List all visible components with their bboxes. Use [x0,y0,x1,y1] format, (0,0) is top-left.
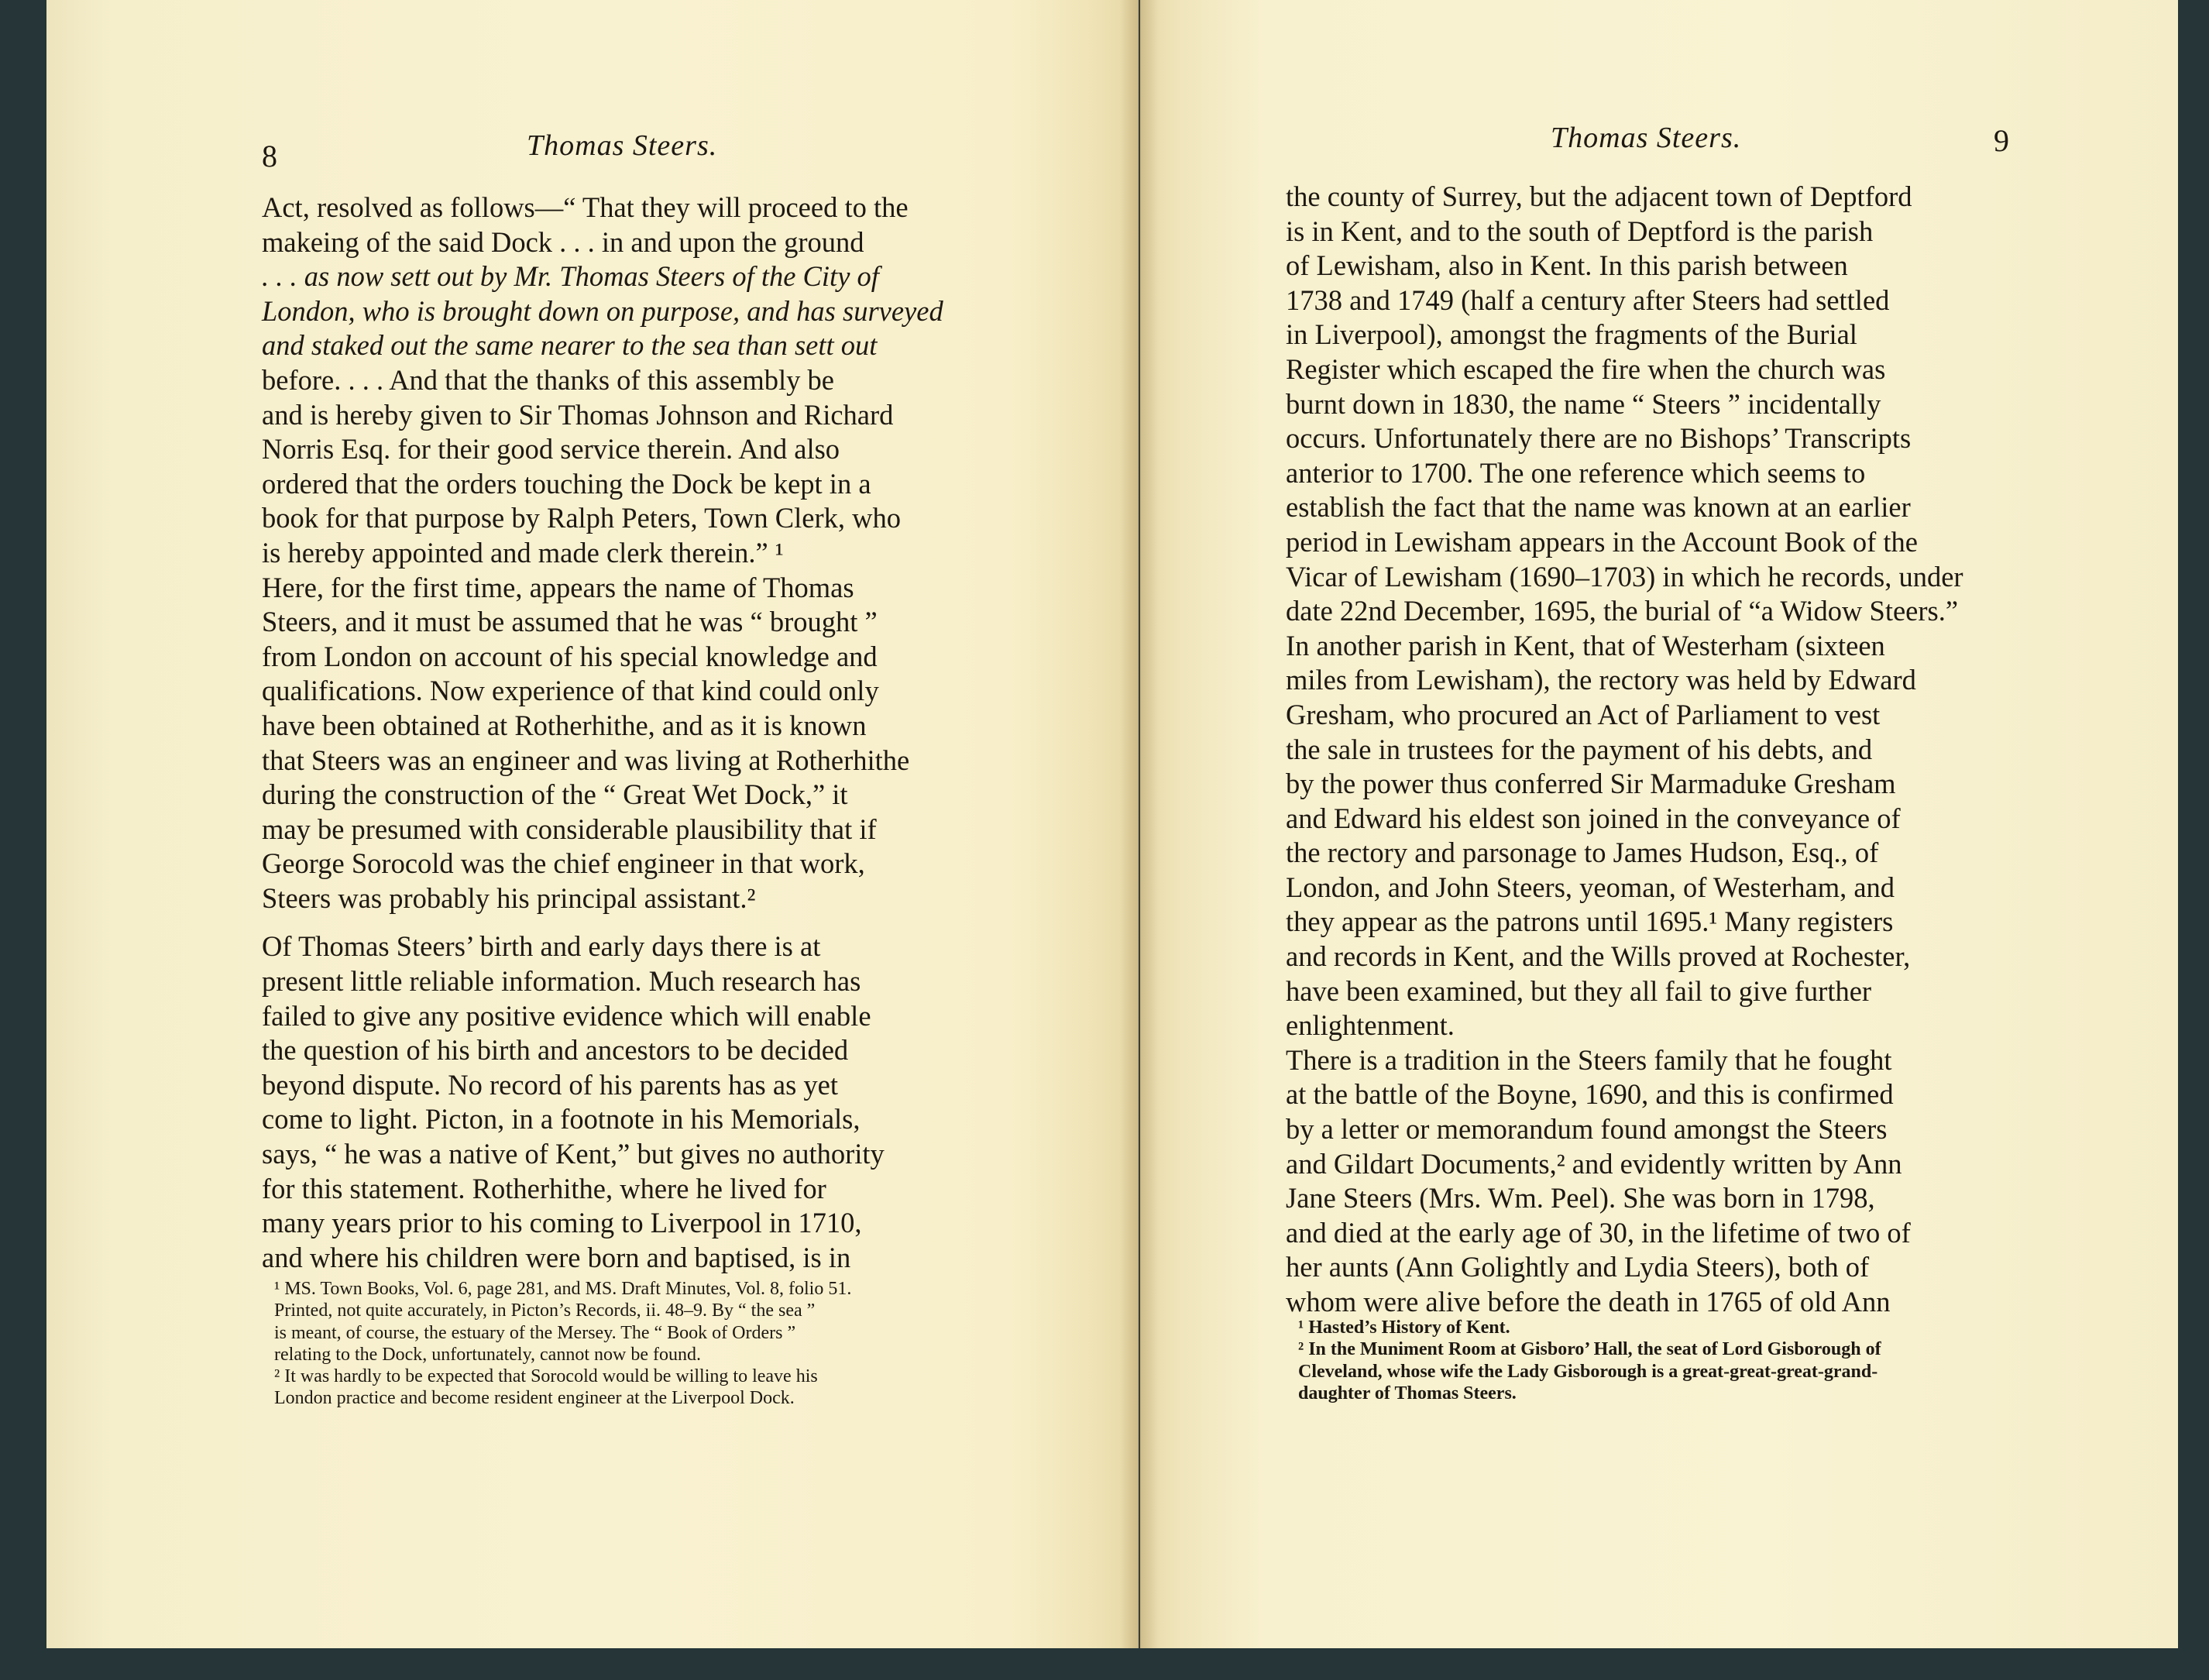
text-line: beyond dispute. No record of his parents has as yet [262,1068,839,1101]
text-line: London, and John Steers, yeoman, of Westerham, and [1286,871,1895,903]
text-line: George Sorocold was the chief engineer in that work, [262,847,865,880]
text-line: from London on account of his special knowledge and [262,640,878,672]
text-line: is in Kent, and to the south of Deptford is the parish [1286,215,1874,247]
book-gutter [1120,0,1159,1648]
text-line: present little reliable information. Much research has [262,965,861,998]
text-line: Here, for the first time, appears the name of Thomas [262,571,854,603]
text-line: the rectory and parsonage to James Hudson, Esq., of [1286,837,1879,869]
text-line: her aunts (Ann Golightly and Lydia Steers), both of [1286,1251,1870,1283]
text-line: Jane Steers (Mrs. Wm. Peel). She was born in 1798, [1286,1182,1875,1214]
text-line: many years prior to his coming to Liverpool in 1710, [262,1207,862,1239]
text-line: Vicar of Lewisham (1690–1703) in which he records, under [1286,560,1963,593]
text-line: establish the fact that the name was known at an earlier [1286,491,1911,524]
text-line: qualifications. Now experience of that kind could only [262,675,879,707]
footnote-line: relating to the Dock, unfortunately, cannot now be found. [274,1344,701,1365]
footnote-line: is meant, of course, the estuary of the Mersey. The “ Book of Orders ” [274,1322,796,1343]
footnote-line: ² In the Muniment Room at Gisboro’ Hall, the seat of Lord Gisborough of [1298,1339,1881,1360]
text-line: . . . as now sett out by Mr. Thomas Steers of the City of [262,260,879,293]
text-line: says, “ he was a native of Kent,” but gives no authority [262,1138,885,1170]
text-line: makeing of the said Dock . . . in and upon the ground [262,225,864,258]
text-line: by a letter or memorandum found amongst the Steers [1286,1113,1888,1146]
page-number-left: 8 [262,139,277,173]
text-line: the sale in trustees for the payment of his debts, and [1286,733,1873,765]
text-line: Of Thomas Steers’ birth and early days there is at [262,930,821,963]
text-line: of Lewisham, also in Kent. In this parish between [1286,249,1848,282]
text-line: and Edward his eldest son joined in the conveyance of [1286,802,1901,834]
text-line: is hereby appointed and made clerk therein.” ¹ [262,536,784,569]
text-line: and records in Kent, and the Wills proved at Rochester, [1286,940,1911,973]
text-line: the question of his birth and ancestors to be decided [262,1034,849,1067]
text-line: failed to give any positive evidence which will enable [262,999,871,1032]
text-line: London, who is brought down on purpose, and has surveyed [262,294,943,327]
text-line: ordered that the orders touching the Dock be kept in a [262,467,871,500]
text-line: before. . . . And that the thanks of this assembly be [262,363,834,396]
text-line: 1738 and 1749 (half a century after Steers had settled [1286,283,1890,316]
running-head-right: Thomas Steers. [1551,122,1742,154]
paragraph-gap [262,916,943,929]
footnote-line: ¹ Hasted’s History of Kent. [1298,1318,1510,1338]
text-line: may be presumed with considerable plausibility that if [262,813,877,845]
text-line: have been examined, but they all fail to give further [1286,974,1872,1007]
text-line: have been obtained at Rotherhithe, and as it is known [262,709,867,741]
footnote-line: London practice and become resident engineer at the Liverpool Dock. [274,1388,795,1409]
text-line: that Steers was an engineer and was living at Rotherhithe [262,744,910,776]
text-line: come to light. Picton, in a footnote in his Memorials, [262,1103,861,1135]
text-line: they appear as the patrons until 1695.¹ Many registers [1286,905,1894,938]
text-line: and is hereby given to Sir Thomas Johnson and Richard [262,398,894,431]
text-line: at the battle of the Boyne, 1690, and this is confirmed [1286,1078,1894,1111]
running-head-left: Thomas Steers. [527,129,718,162]
text-line: occurs. Unfortunately there are no Bishops’ Transcripts [1286,422,1912,455]
text-line: Steers was probably his principal assistant.² [262,881,756,914]
text-line: book for that purpose by Ralph Peters, Town Clerk, who [262,502,902,534]
text-line: There is a tradition in the Steers family that he fought [1286,1043,1892,1076]
footnotes-left [274,1278,851,1410]
text-line: Steers, and it must be assumed that he was “ brought ” [262,606,878,638]
text-line: by the power thus conferred Sir Marmaduke Gresham [1286,768,1896,800]
text-line: date 22nd December, 1695, the burial of “a Widow Steers.” [1286,595,1959,627]
text-line: in Liverpool), amongst the fragments of the Burial [1286,318,1857,351]
text-line: Gresham, who procured an Act of Parliament to vest [1286,698,1881,730]
footnotes-right [1298,1317,1881,1404]
text-line: miles from Lewisham), the rectory was held by Edward [1286,664,1916,696]
text-line: burnt down in 1830, the name “ Steers ” incidentally [1286,387,1881,420]
text-line: Register which escaped the fire when the church was [1286,352,1886,385]
text-line: In another parish in Kent, that of Westerham (sixteen [1286,629,1885,661]
footnote-line: ¹ MS. Town Books, Vol. 6, page 281, and MS. Draft Minutes, Vol. 8, folio 51. [274,1279,852,1299]
text-line: whom were alive before the death in 1765 of old Ann [1286,1286,1891,1318]
text-line: Norris Esq. for their good service therein. And also [262,433,840,466]
text-line: and died at the early age of 30, in the lifetime of two of [1286,1216,1911,1249]
text-line: and where his children were born and baptised, is in [262,1241,851,1273]
text-line: anterior to 1700. The one reference which seems to [1286,456,1866,489]
left-page [46,0,1139,1648]
text-line: and staked out the same nearer to the sea than sett out [262,329,878,362]
text-line: the county of Surrey, but the adjacent town of Deptford [1286,180,1912,212]
text-line: during the construction of the “ Great Wet Dock,” it [262,778,848,811]
body-text-right [1286,180,1963,1320]
footnote-line: Printed, not quite accurately, in Picton’s Records, ii. 48–9. By “ the sea ” [274,1300,816,1321]
text-line: period in Lewisham appears in the Account Book of the [1286,525,1918,558]
text-line: enlightenment. [1286,1009,1455,1042]
page-number-right: 9 [1994,123,2009,158]
text-line: and Gildart Documents,² and evidently written by Ann [1286,1147,1902,1180]
text-line: for this statement. Rotherhithe, where he lived for [262,1172,826,1204]
footnote-line: Cleveland, whose wife the Lady Gisborough is a great-great-great-grand- [1298,1361,1878,1382]
footnote-line: daughter of Thomas Steers. [1298,1383,1517,1403]
right-page [1140,0,2178,1648]
text-line: Act, resolved as follows—“ That they will proceed to the [262,191,909,223]
body-text-left [262,191,943,1275]
footnote-line: ² It was hardly to be expected that Sorocold would be willing to leave his [274,1366,818,1387]
